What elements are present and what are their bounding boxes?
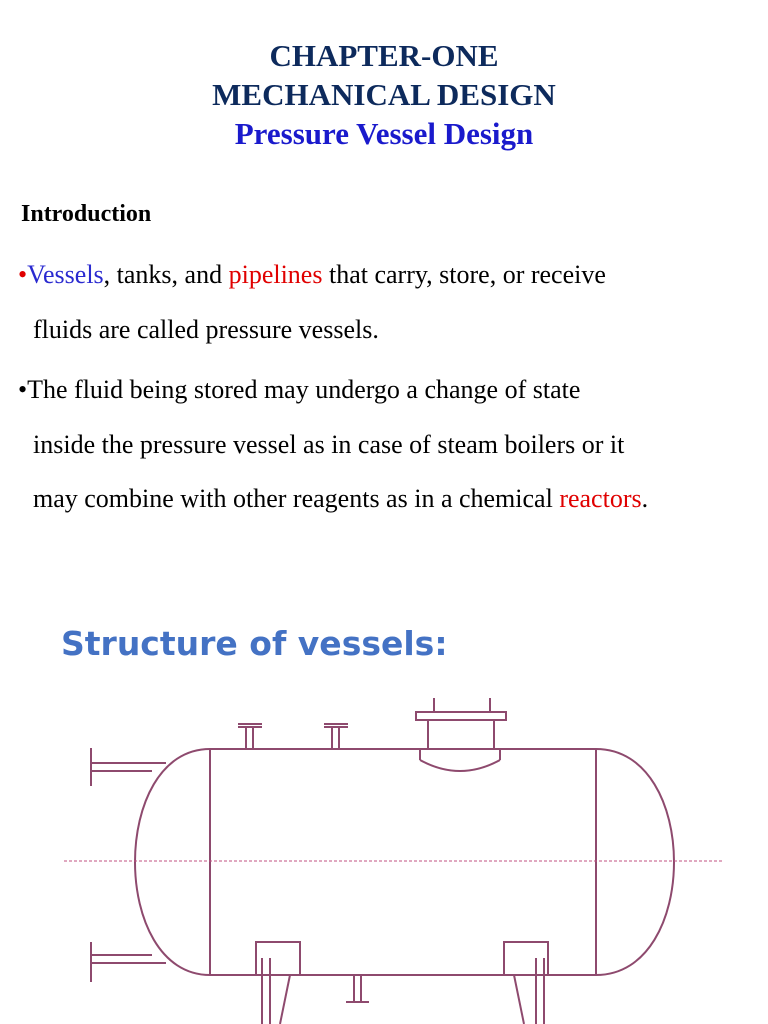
term-vessels: Vessels [27, 260, 104, 289]
right-head [596, 749, 674, 975]
right-saddle [504, 942, 548, 1024]
side-nozzle-upper [91, 748, 166, 786]
bullet-1-text-a: , tanks, and [103, 260, 229, 289]
bullet-2-period: . [641, 484, 649, 513]
bullet-2-line-2: inside the pressure vessel as in case of steam boilers or it [33, 430, 625, 459]
bullet-1-text-b: that carry, store, or receive [322, 260, 606, 289]
top-nozzle-2 [324, 724, 348, 749]
bullet-2-text: The fluid being stored may undergo a change of state [27, 375, 581, 404]
term-reactors: reactors [559, 484, 642, 513]
introduction-heading: Introduction [21, 201, 152, 227]
top-nozzle-1 [238, 724, 262, 749]
bullet-marker: • [18, 375, 28, 404]
left-head [135, 749, 210, 975]
manway [416, 698, 506, 771]
bottom-drain-nozzle [346, 975, 369, 1002]
left-saddle [256, 942, 300, 1024]
bullet-2-text-c: may combine with other reagents as in a chemical [33, 484, 560, 513]
course-title: MECHANICAL DESIGN [212, 77, 556, 112]
chapter-title: CHAPTER-ONE [269, 38, 499, 73]
bullet-marker: • [18, 260, 28, 289]
topic-subtitle: Pressure Vessel Design [234, 116, 534, 151]
side-nozzle-lower [91, 942, 166, 982]
bullet-1-line-2: fluids are called pressure vessels. [33, 315, 379, 344]
structure-heading: Structure of vessels: [61, 624, 448, 663]
term-pipelines: pipelines [228, 260, 323, 289]
